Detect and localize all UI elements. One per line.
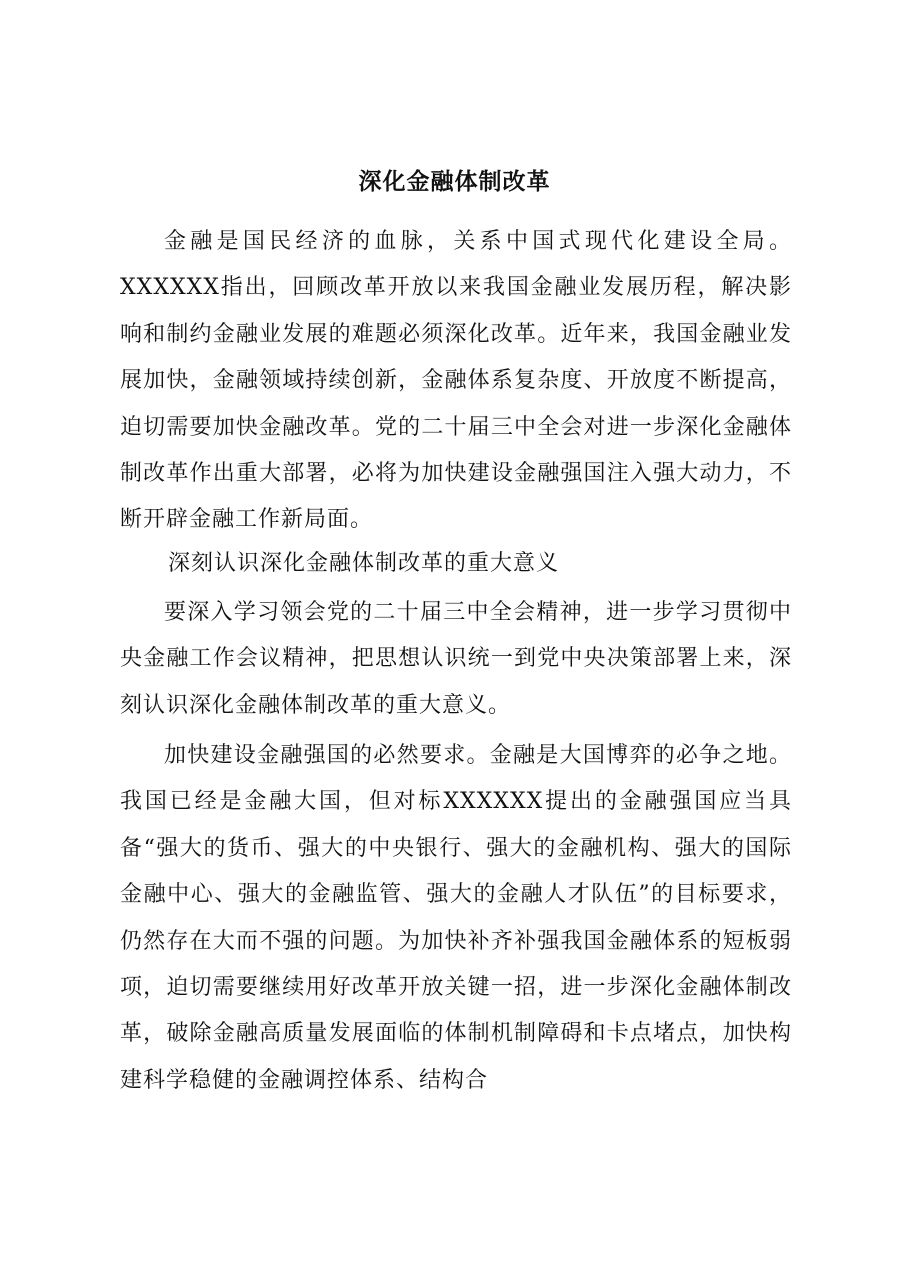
paragraph-study: 要深入学习领会党的二十届三中全会精神，进一步学习贯彻中央金融工作会议精神，把思想认识统一到党中央决策部署上来，深刻认识深化金融体制改革的重大意义。	[120, 600, 792, 718]
section-heading: 深刻认识深化金融体制改革的重大意义	[168, 551, 560, 576]
paragraph-intro: 金融是国民经济的血脉，关系中国式现代化建设全局。XXXXXX指出，回顾改革开放以来我国金融业发展历程，解决影响和制约金融业发展的难题必须深化改革。近年来，我国金融业发展加快，金融领域持续创新，金融体系复杂度、开放度不断提高，迫切需要加快金融改革。党的二十届三中全会对进一步深化金融体制改革作出重大部署，必将为加快建设金融强国注入强大动力，不断开辟金融工作新局面。	[120, 229, 792, 533]
paragraph-financial-power: 加快建设金融强国的必然要求。金融是大国博弈的必争之地。我国已经是金融大国，但对标XXXXXX提出的金融强国应当具备“强大的货币、强大的中央银行、强大的金融机构、强大的国际金融中心、强大的金融监管、强大的金融人才队伍”的目标要求，仍然存在大而不强的问题。为加快补齐补强我国金融体系的短板弱项，迫切需要继续用好改革开放关键一招，进一步深化金融体制改革，破除金融高质量发展面临的体制机制障碍和卡点堵点，加快构建科学稳健的金融调控体系、结构合	[120, 743, 792, 1093]
document-title: 深化金融体制改革	[358, 168, 551, 195]
